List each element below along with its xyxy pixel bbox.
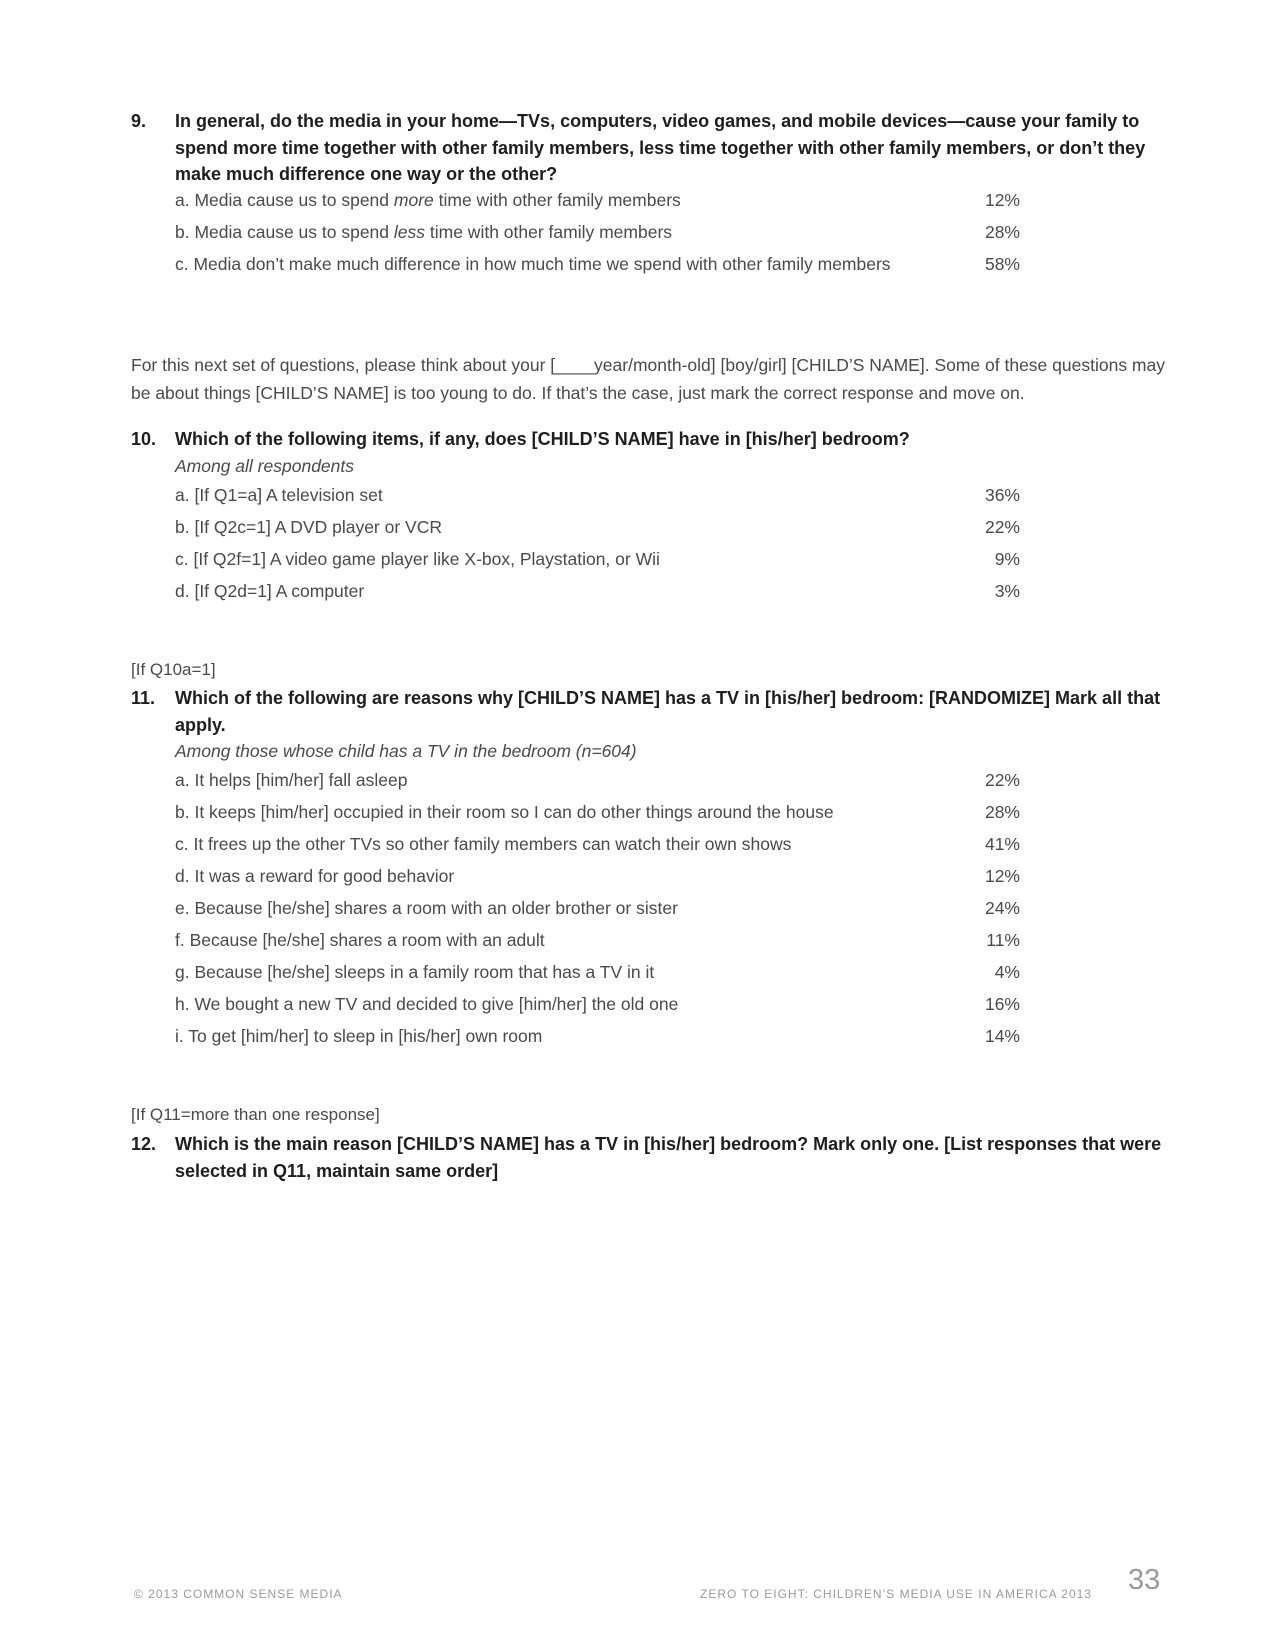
option-percent: 58% <box>984 254 1020 274</box>
option-percent: 36% <box>984 485 1020 505</box>
option-percent: 14% <box>984 1026 1020 1046</box>
option-percent: 12% <box>984 866 1020 886</box>
question-text: In general, do the media in your home—TVs, computers, video games, and mobile devices—cause your family to spend more time together with other family members, less time together with other family members, or don’t they make much difference one way or the other? <box>175 111 1146 184</box>
q11-option-a <box>175 770 1020 796</box>
option-percent: 9% <box>994 549 1020 569</box>
option-label: b. It keeps [him/her] occupied in their room so I can do other things around the house <box>175 802 834 822</box>
option-label: e. Because [he/she] shares a room with an older brother or sister <box>175 898 678 918</box>
option-label: i. To get [him/her] to sleep in [his/her] own room <box>175 1026 543 1046</box>
option-percent: 28% <box>984 802 1020 822</box>
option-percent: 3% <box>994 581 1020 601</box>
question-text: Which of the following items, if any, does [CHILD’S NAME] have in [his/her] bedroom? <box>175 429 910 449</box>
respondent-base: Among all respondents <box>175 455 354 476</box>
option-percent: 22% <box>984 770 1020 790</box>
question-number: 9. <box>131 111 147 131</box>
q9-option-c <box>175 254 1020 280</box>
q9-option-a <box>175 190 1020 216</box>
option-label: a. Media cause us to spend more time with other family members <box>175 190 681 210</box>
option-label: a. [If Q1=a] A television set <box>175 485 383 505</box>
option-label: f. Because [he/she] shares a room with an adult <box>175 930 545 950</box>
q10-option-b <box>175 517 1020 543</box>
option-percent: 12% <box>984 190 1020 210</box>
option-label: b. [If Q2c=1] A DVD player or VCR <box>175 517 442 537</box>
footer-report-title: ZERO TO EIGHT: CHILDREN’S MEDIA USE IN AMERICA 2013 <box>700 1587 1092 1601</box>
intro-paragraph: For this next set of questions, please think about your [____year/month-old] [boy/girl] [CHILD’S NAME]. Some of these questions may be about things [CHILD’S NAME] is too young to do. If that’s the case, just mark the correct response and move on. <box>131 355 1165 403</box>
q11-option-e <box>175 898 1020 924</box>
option-percent: 28% <box>984 222 1020 242</box>
page-number: 33 <box>1128 1564 1161 1596</box>
option-percent: 4% <box>994 962 1020 982</box>
option-label: d. It was a reward for good behavior <box>175 866 455 886</box>
q10-option-c <box>175 549 1020 575</box>
question-number: 10. <box>131 429 157 449</box>
q12-condition: [If Q11=more than one response] <box>131 1105 380 1124</box>
q10-option-a <box>175 485 1020 511</box>
q11-option-c <box>175 834 1020 860</box>
question-12 <box>131 1131 1171 1184</box>
option-label: c. It frees up the other TVs so other family members can watch their own shows <box>175 834 792 854</box>
question-text: Which is the main reason [CHILD’S NAME] has a TV in [his/her] bedroom? Mark only one. [List responses that were selected in Q11, maintain same order] <box>175 1134 1162 1181</box>
q10-option-d <box>175 581 1020 607</box>
q11-option-f <box>175 930 1020 956</box>
option-percent: 24% <box>984 898 1020 918</box>
q11-option-h <box>175 994 1020 1020</box>
option-label: b. Media cause us to spend less time with other family members <box>175 222 673 242</box>
q9-option-b <box>175 222 1020 248</box>
question-11 <box>131 685 1171 765</box>
question-10 <box>131 426 1171 479</box>
option-label: h. We bought a new TV and decided to give [him/her] the old one <box>175 994 679 1014</box>
q11-option-b <box>175 802 1020 828</box>
option-label: c. Media don’t make much difference in how much time we spend with other family members <box>175 254 891 274</box>
option-percent: 41% <box>984 834 1020 854</box>
q11-option-d <box>175 866 1020 892</box>
question-number: 12. <box>131 1134 157 1154</box>
q11-option-g <box>175 962 1020 988</box>
respondent-base: Among those whose child has a TV in the bedroom (n=604) <box>175 741 637 761</box>
option-label: g. Because [he/she] sleeps in a family room that has a TV in it <box>175 962 655 982</box>
q11-condition: [If Q10a=1] <box>131 660 216 679</box>
question-9 <box>131 108 1171 188</box>
option-percent: 16% <box>984 994 1020 1014</box>
question-number: 11. <box>131 688 156 708</box>
option-label: d. [If Q2d=1] A computer <box>175 581 365 601</box>
option-percent: 11% <box>986 930 1020 950</box>
q11-option-i <box>175 1026 1020 1052</box>
question-text: Which of the following are reasons why [CHILD’S NAME] has a TV in [his/her] bedroom: [RANDOMIZE] Mark all that apply. <box>175 688 1161 735</box>
option-label: a. It helps [him/her] fall asleep <box>175 770 408 790</box>
footer-copyright: © 2013 COMMON SENSE MEDIA <box>134 1587 343 1601</box>
option-label: c. [If Q2f=1] A video game player like X-box, Playstation, or Wii <box>175 549 660 569</box>
option-percent: 22% <box>984 517 1020 537</box>
